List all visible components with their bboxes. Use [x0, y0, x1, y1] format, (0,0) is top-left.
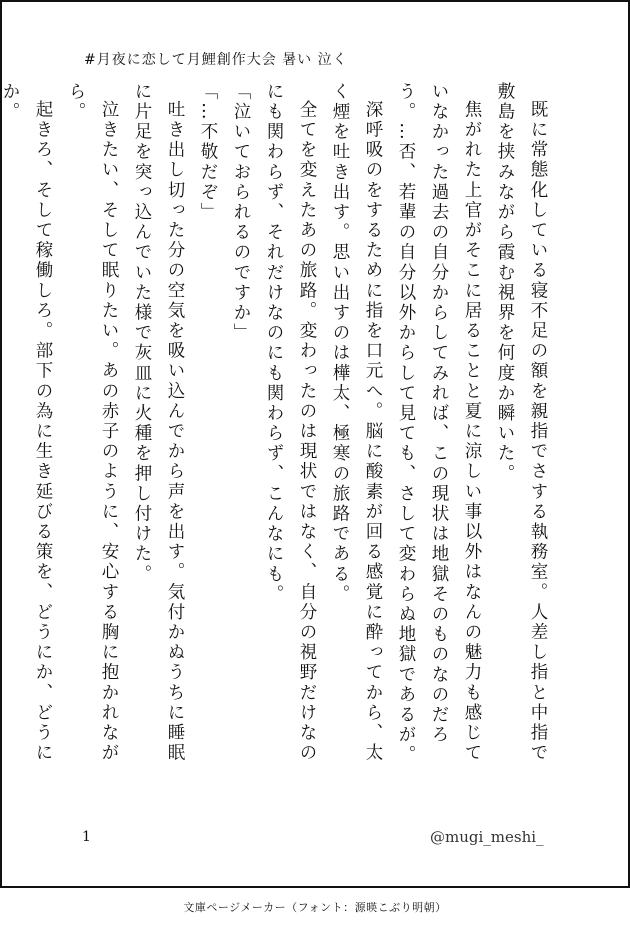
dialogue-line: 「泣いておられるのですか」 [231, 82, 251, 344]
page-heading: #月夜に恋して月鯉創作大会 暑い 泣く [84, 52, 348, 68]
paragraph: 吐き出し切った分の空気を吸い込んでから声を出す。気付かぬうちに睡眠に片足を突っ込んでいた様で灰皿に火種を押し付けた。 [132, 82, 185, 763]
paragraph: 深呼吸のをするために指を口元へ。脳に酸素が回る感覚に酔ってから、太く煙を吐き出す。思い出すのは樺太、極寒の旅路である。 [330, 82, 383, 763]
author-handle: @mugi_meshi_ [430, 828, 544, 846]
paragraph: 起きろ、そして稼働しろ。部下の為に生き延びる策を、どうにか、どうにか。 [0, 82, 53, 763]
dialogue-line: 「…不敬だぞ」 [198, 82, 218, 223]
paragraph: 全てを変えたあの旅路。変わったのは現状ではなく、自分の視野だけなのにも関わらず、それだけなのにも関わらず、こんなにも。 [264, 82, 317, 763]
page-number: 1 [82, 829, 91, 845]
paragraph: 泣きたい、そして眠りたい。あの赤子のように、安心する胸に抱かれながら。 [66, 82, 119, 763]
paragraph: 焦がれた上官がそこに居ることと夏に涼しい事以外はなんの魅力も感じていなかった過去の自分からしてみれば、この現状は地獄そのものなのだろう。…否、若輩の自分以外からして見ても、さして変わらぬ地獄であるが。 [396, 82, 482, 766]
paragraph: 既に常態化している寝不足の額を親指でさする執務室。人差し指と中指で敷島を挟みながら霞む視界を何度か瞬いた。 [495, 82, 548, 763]
vertical-body-text [0, 82, 554, 782]
footer-credit: 文庫ページメーカー（フォント：源暎こぶり明朝） [183, 901, 447, 914]
